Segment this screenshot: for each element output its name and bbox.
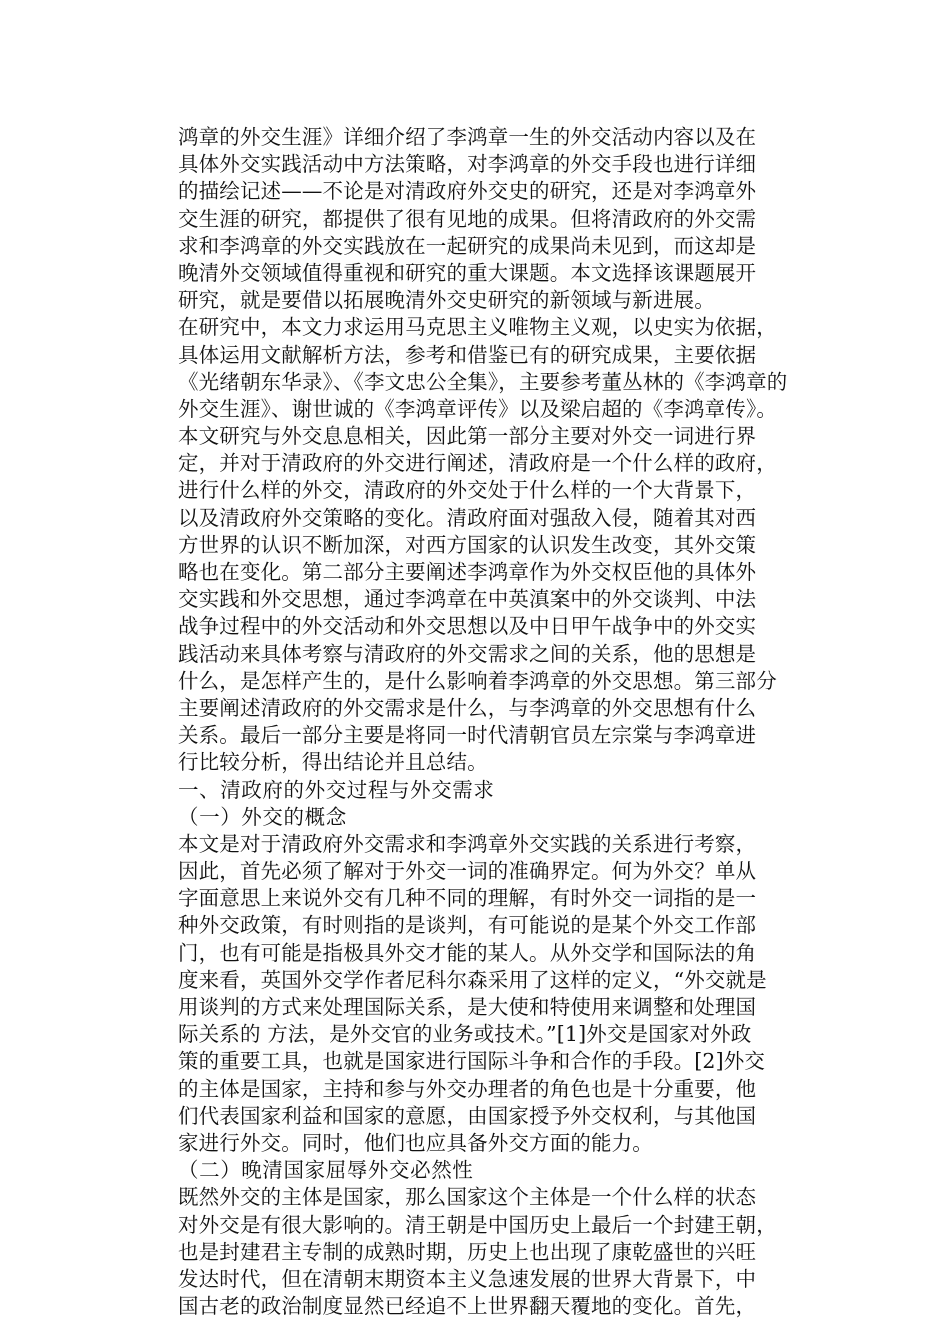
text-line: 方世界的认识不断加深，对西方国家的认识发生改变，其外交策 bbox=[178, 532, 757, 557]
text-line: 战争过程中的外交活动和外交思想以及中日甲午战争中的外交实 bbox=[178, 614, 757, 639]
text-line: 以及清政府外交策略的变化。清政府面对强敌入侵，随着其对西 bbox=[178, 505, 757, 530]
text-line: 研究，就是要借以拓展晚清外交史研究的新领域与新进展。 bbox=[178, 288, 715, 313]
text-line: 字面意思上来说外交有几种不同的理解，有时外交一词指的是一 bbox=[178, 886, 757, 911]
section-heading: 一、清政府的外交过程与外交需求 bbox=[178, 777, 495, 802]
subsection-heading: （一）外交的概念 bbox=[178, 804, 347, 829]
text-line: 们代表国家利益和国家的意愿，由国家授予外交权利，与其他国 bbox=[178, 1103, 757, 1128]
text-line: 的描绘记述——不论是对清政府外交史的研究，还是对李鸿章外 bbox=[178, 179, 757, 204]
text-line: 的主体是国家，主持和参与外交办理者的角色也是十分重要，他 bbox=[178, 1076, 757, 1101]
text-line: 具体外交实践活动中方法策略，对李鸿章的外交手段也进行详细 bbox=[178, 152, 757, 177]
text-line: 鸿章的外交生涯》详细介绍了李鸿章一生的外交活动内容以及在 bbox=[178, 125, 757, 149]
text-line: 求和李鸿章的外交实践放在一起研究的成果尚未见到，而这却是 bbox=[178, 233, 757, 258]
text-line: 定，并对于清政府的外交进行阐述，清政府是一个什么样的政府， bbox=[178, 451, 777, 476]
text-line: 也是封建君主专制的成熟时期，历史上也出现了康乾盛世的兴旺 bbox=[178, 1239, 757, 1264]
text-line: 主要阐述清政府的外交需求是什么，与李鸿章的外交思想有什么 bbox=[178, 695, 757, 720]
text-line: 什么，是怎样产生的，是什么影响着李鸿章的外交思想。第三部分 bbox=[178, 668, 777, 693]
text-line: 际关系的 方法，是外交官的业务或技术。”[1]外交是国家对外政 bbox=[178, 1022, 752, 1047]
text-line: 种外交政策，有时则指的是谈判，有可能说的是某个外交工作部 bbox=[178, 913, 757, 938]
text-line: 门，也有可能是指极具外交才能的某人。从外交学和国际法的角 bbox=[178, 940, 757, 965]
text-line: 对外交是有很大影响的。清王朝是中国历史上最后一个封建王朝， bbox=[178, 1212, 777, 1237]
text-line: 在研究中，本文力求运用马克思主义唯物主义观，以史实为依据， bbox=[178, 315, 777, 340]
text-line: 外交生涯》、谢世诚的《李鸿章评传》以及梁启超的《李鸿章传》。 bbox=[178, 396, 777, 421]
text-line: 交实践和外交思想，通过李鸿章在中英滇案中的外交谈判、中法 bbox=[178, 587, 757, 612]
text-line: 关系。最后一部分主要是将同一时代清朝官员左宗棠与李鸿章进 bbox=[178, 723, 757, 748]
text-line: 度来看，英国外交学作者尼科尔森采用了这样的定义，“外交就是 bbox=[178, 967, 767, 992]
text-line: 践活动来具体考察与清政府的外交需求之间的关系，他的思想是 bbox=[178, 641, 757, 666]
text-line: 交生涯的研究，都提供了很有见地的成果。但将清政府的外交需 bbox=[178, 206, 757, 231]
text-line: 国古老的政治制度显然已经追不上世界翻天覆地的变化。首先， bbox=[178, 1294, 757, 1319]
text-line: 家进行外交。同时，他们也应具备外交方面的能力。 bbox=[178, 1130, 653, 1155]
text-line: 发达时代，但在清朝末期资本主义急速发展的世界大背景下，中 bbox=[178, 1266, 757, 1291]
text-line: 具体运用文献解析方法，参考和借鉴已有的研究成果，主要依据 bbox=[178, 342, 757, 367]
text-line: 《光绪朝东华录》、《李文忠公全集》，主要参考董丛林的《李鸿章的 bbox=[178, 369, 788, 394]
text-line: 策的重要工具，也就是国家进行国际斗争和合作的手段。[2]外交 bbox=[178, 1049, 766, 1074]
text-line: 略也在变化。第二部分主要阐述李鸿章作为外交权臣他的具体外 bbox=[178, 560, 757, 584]
document-body bbox=[178, 124, 818, 1320]
text-line: 本文研究与外交息息相关，因此第一部分主要对外交一词进行界 bbox=[178, 424, 757, 449]
subsection-heading: （二）晚清国家屈辱外交必然性 bbox=[178, 1158, 474, 1183]
text-line: 因此，首先必须了解对于外交一词的准确界定。何为外交？单从 bbox=[178, 859, 757, 884]
text-line: 进行什么样的外交，清政府的外交处于什么样的一个大背景下， bbox=[178, 478, 757, 503]
text-line: 行比较分析，得出结论并且总结。 bbox=[178, 750, 488, 775]
text-line: 既然外交的主体是国家，那么国家这个主体是一个什么样的状态 bbox=[178, 1185, 757, 1210]
text-line: 晚清外交领域值得重视和研究的重大课题。本文选择该课题展开 bbox=[178, 260, 757, 285]
text-line: 用谈判的方式来处理国际关系，是大使和特使用来调整和处理国 bbox=[178, 995, 757, 1019]
text-line: 本文是对于清政府外交需求和李鸿章外交实践的关系进行考察， bbox=[178, 831, 757, 856]
